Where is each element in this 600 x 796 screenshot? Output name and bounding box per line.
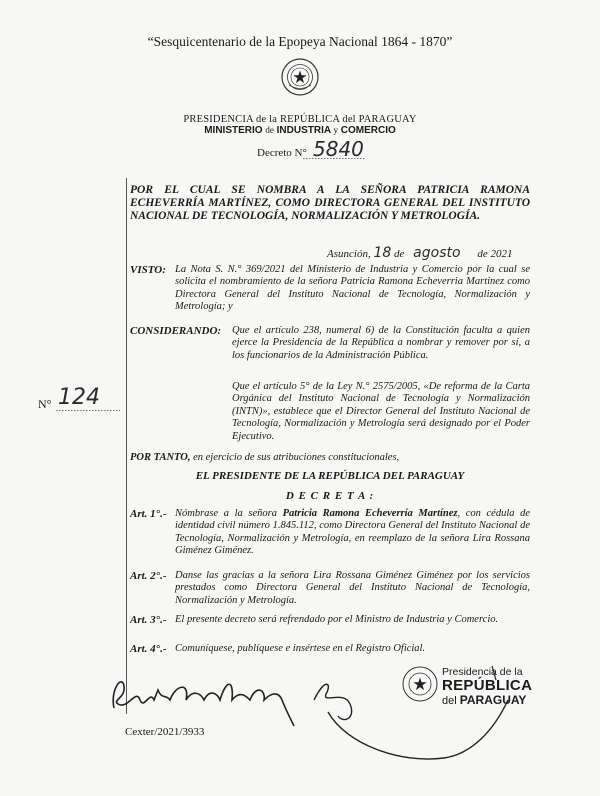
article-4-text: Comuníquese, publíquese e insértese en el Registro Oficial.	[175, 643, 426, 654]
presidency-logo-icon	[402, 666, 438, 707]
reference-code: Cexter/2021/3933	[125, 726, 205, 738]
president-heading: EL PRESIDENTE DE LA REPÚBLICA DEL PARAGUAY	[195, 470, 465, 482]
article-3-text: El presente decreto será refrendado por el Ministro de Industria y Comercio.	[175, 614, 499, 625]
margin-note-label: N°	[38, 397, 52, 411]
margin-note-number: 124	[58, 385, 100, 410]
decreto-number: 5840	[313, 137, 364, 161]
visto-label: VISTO:	[130, 264, 166, 276]
article-1-text: Nómbrase a la señora Patricia Ramona Echeverría Martínez, con cédula de identidad civil número 1.845.112, como Directora General del Instituto Nacional de Tecnología, Normalización y Metrología, en reemplazo de la señora Lira Rossana Giménez Giménez.	[175, 508, 530, 557]
article-2-text: Danse las gracias a la señora Lira Rossana Giménez Giménez por los servicios prestados como Directora General del Instituto Nacional de Tecnología, Normalización y Metrología.	[175, 570, 530, 606]
date-line: Asunción, 18 de agosto de 2021	[327, 245, 513, 261]
considerando-paragraph-1: Que el artículo 238, numeral 6) de la Constitución faculta a quien ejerce la Presidencia de la República a nombrar y remover por sí, a los funcionarios de la Administración Pública.	[232, 325, 530, 361]
considerando-label: CONSIDERANDO:	[130, 325, 222, 337]
article-4-label: Art. 4°.-	[130, 643, 167, 655]
ministry-line: MINISTERIO de INDUSTRIA y COMERCIO	[204, 125, 396, 136]
presidencia-line: PRESIDENCIA de la REPÚBLICA del PARAGUAY	[183, 114, 417, 125]
decreto-label: Decreto N°	[257, 147, 307, 159]
decree-title: POR EL CUAL SE NOMBRA A LA SEÑORA PATRICIA RAMONA ECHEVERRÍA MARTÍNEZ, COMO DIRECTORA GENERAL DEL INSTITUTO NACIONAL DE TECNOLOGÍA, NORMALIZACIÓN Y METROLOGÍA.	[130, 184, 530, 222]
decreta-heading: D E C R E T A :	[285, 490, 375, 502]
decreto-underline	[303, 157, 365, 160]
left-margin-rule	[126, 178, 127, 714]
por-tanto: POR TANTO, en ejercicio de sus atribuciones constitucionales,	[130, 452, 400, 463]
article-1-label: Art. 1°.-	[130, 508, 167, 520]
presidency-logo-text: Presidencia de la REPÚBLICA del PARAGUAY	[442, 666, 533, 707]
margin-note-underline	[56, 409, 120, 412]
article-3-label: Art. 3°.-	[130, 614, 167, 626]
considerando-paragraph-2: Que el artículo 5° de la Ley N.° 2575/2005, «De reforma de la Carta Orgánica del Instituto Nacional de Tecnología y Normalización (INTN)», establece que el Director General del Instituto Nacional de Tecnología, Normalización y Metrología será designado por el Poder Ejecutivo.	[232, 381, 530, 442]
presidential-seal-icon	[281, 58, 319, 101]
header-motto: “Sesquicentenario de la Epopeya Nacional 1864 - 1870”	[147, 34, 453, 49]
visto-text: La Nota S. N.° 369/2021 del Ministerio de Industria y Comercio por la cual se solicita el nombramiento de la señora Patricia Ramona Echeverria Martinez como Directora General del Instituto Nacional de Tecnología, Normalización y Metrología; y	[175, 264, 530, 313]
article-2-label: Art. 2°.-	[130, 570, 167, 582]
